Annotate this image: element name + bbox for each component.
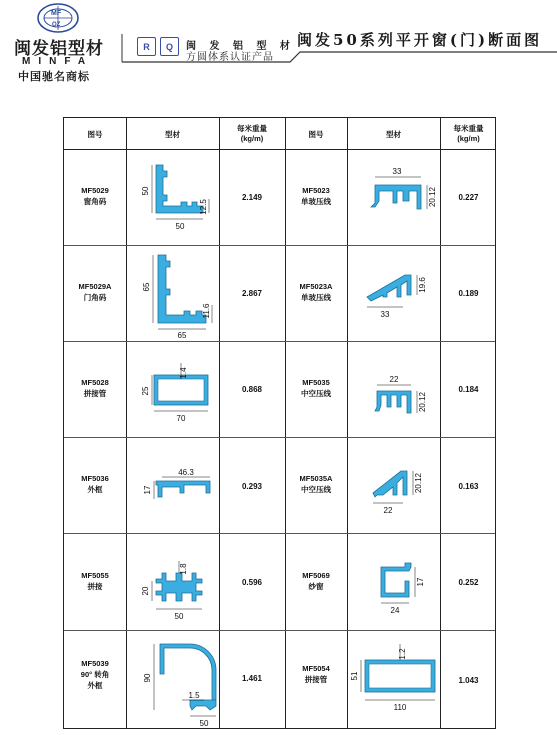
header-weight [440,124,497,144]
brand-subtitle: 中国驰名商标 [18,71,90,83]
dimension-label: 17 [143,485,152,495]
profile-name: 单玻压线 [301,293,331,302]
dimension-label: 51 [350,671,359,681]
svg-text:QZ: QZ [52,22,61,28]
brand-name-en: MINFA [22,56,94,67]
profile-shape [373,471,407,497]
table-row-code-cell [285,377,347,399]
profile-code: MF5054 [302,664,330,673]
table-row-code-cell [64,185,126,207]
dimension-label: 22 [389,375,399,384]
profile-drawing-mf5039 [126,630,219,728]
weight-value: 0.227 [458,193,479,202]
dimension-label: 50 [175,222,185,231]
profile-shape [156,481,210,497]
dimension-label: 19.6 [418,277,427,293]
dimension-label: 20 [141,586,150,596]
profile-code: MF5069 [302,571,330,580]
profile-name-line2: 外框 [87,681,103,690]
table-divider [440,118,441,728]
weight-value: 2.149 [241,193,263,202]
header-profile: 型材 [386,130,401,139]
profile-drawing-mf5036 [126,437,219,533]
profile-name: 纱窗 [308,582,324,591]
header-code: 图号 [87,130,103,139]
profile-name: 拼接 [87,582,103,591]
dimension-label: 90 [143,673,152,683]
profile-drawing-mf5035a [347,437,440,533]
table-row-code-cell [285,281,347,303]
table-row-code-cell [285,473,347,495]
profile-name: 拼接管 [83,389,107,398]
profile-table [63,117,496,729]
dimension-label: 65 [142,282,151,292]
profile-name: 窗角码 [83,197,107,206]
dimension-label: 33 [392,167,402,176]
dimension-label: 20.12 [414,472,423,494]
table-row-code-cell [64,473,126,495]
dimension-label: 33 [380,310,390,319]
profile-name: 90° 转角 [80,670,110,679]
svg-text:MF: MF [51,10,62,17]
table-row-code-cell [285,570,347,592]
profile-drawing-mf5029a [126,245,219,341]
profile-drawing-mf5055 [126,533,219,629]
profile-name: 中空压线 [301,389,331,398]
dimension-label: 50 [199,719,209,728]
profile-shape [381,563,411,597]
profile-shape [156,573,202,601]
profile-name: 中空压线 [301,485,331,494]
weight-value: 0.184 [458,385,479,394]
weight-value: 0.293 [241,482,263,491]
profile-hollow [369,664,431,688]
header-weight-label: 每米重量 [237,124,267,133]
profile-shape [158,255,206,323]
dimension-label: 50 [141,186,150,196]
header-profile: 型材 [165,130,180,139]
profile-code: MF5029 [81,186,109,195]
header-weight-label: 每米重量 [453,124,484,133]
profile-shape [375,391,411,413]
table-row-code-cell [285,663,347,685]
cert-text: 方圆体系认证产品 [186,52,274,63]
table-row-code-cell [64,658,126,691]
profile-code: MF5035A [299,474,333,483]
header-code: 图号 [308,130,324,139]
profile-shape [367,275,411,301]
dimension-label: 1.2 [398,648,407,660]
dimension-label: 12.5 [199,199,208,215]
dimension-label: 1.4 [179,367,188,379]
weight-value: 0.252 [458,578,479,587]
profile-drawing-mf5023 [347,149,440,245]
table-divider [219,118,220,728]
table-row-code-cell [64,281,126,303]
profile-drawing-mf5035 [347,341,440,437]
dimension-label: 1.8 [179,563,188,575]
profile-name: 外框 [87,485,103,494]
dimension-label: 65 [177,331,187,340]
dimension-label: 22 [383,506,393,515]
table-divider [285,118,286,728]
profile-name: 单玻压线 [301,197,331,206]
profile-code: MF5036 [81,474,109,483]
minfa-logo-emblem [38,4,78,32]
dimension-label: 17 [416,577,425,587]
page-title: 闽发50系列平开窗(门)断面图 [297,31,543,49]
table-row-code-cell [64,570,126,592]
dimension-label: 11.6 [202,303,211,319]
dimension-label: 70 [176,414,186,423]
cert-q-icon: Q [160,37,179,56]
profile-code: MF5055 [81,571,109,580]
dimension-label: 50 [174,612,184,621]
cert-r-icon: R [137,37,156,56]
page-header [0,0,557,83]
dimension-label: 1.5 [188,691,200,700]
profile-code: MF5023A [299,282,333,291]
weight-value: 0.596 [241,578,263,587]
profile-drawing-mf5069 [347,533,440,629]
profile-code: MF5028 [81,378,109,387]
table-row-code-cell [285,185,347,207]
profile-name: 门角码 [83,293,107,302]
header-weight-unit: (kg/m) [457,134,480,143]
profile-drawing-mf5023a [347,245,440,341]
header-weight-unit: (kg/m) [240,134,264,143]
weight-value: 0.189 [458,289,479,298]
profile-drawing-mf5054 [347,630,440,728]
profile-shape [156,165,203,213]
profile-code: MF5029A [78,282,112,291]
dimension-label: 25 [141,386,150,396]
profile-shape [190,700,216,710]
weight-value: 0.868 [241,385,263,394]
profile-hollow [158,379,204,401]
profile-code: MF5039 [81,659,109,668]
weight-value: 0.163 [458,482,479,491]
profile-shape [371,185,421,209]
dimension-label: 110 [393,703,407,712]
profile-name: 拼接管 [304,675,328,684]
dimension-label: 20.12 [418,391,427,413]
profile-code: MF5035 [302,378,330,387]
table-row-code-cell [64,377,126,399]
dimension-label: 46.3 [178,468,194,477]
profile-code: MF5023 [302,186,330,195]
weight-value: 2.867 [241,289,263,298]
dimension-label: 20.12 [428,186,437,208]
profile-drawing-mf5029 [126,149,219,245]
cert-brand: 闽 发 铝 型 材 [186,41,295,52]
weight-value: 1.461 [241,674,263,683]
dimension-label: 24 [390,606,400,615]
weight-value: 1.043 [458,676,479,685]
header-weight [219,124,285,144]
brand-name-cn: 闽发铝型材 [14,39,104,59]
profile-drawing-mf5028 [126,341,219,437]
